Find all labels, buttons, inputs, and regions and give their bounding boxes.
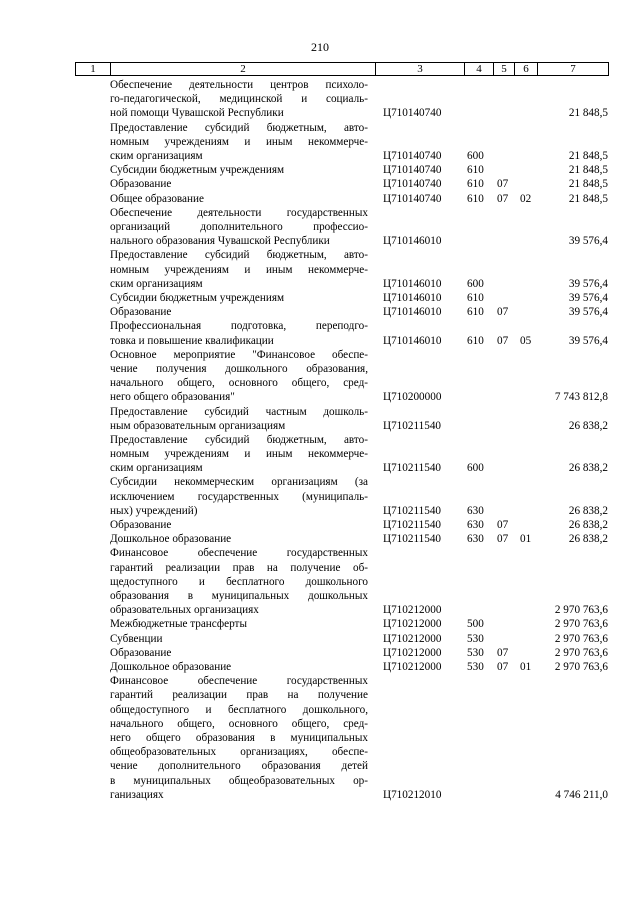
row-code: Ц710211540 [383, 504, 442, 517]
row-vr: 610 [467, 306, 484, 319]
row-sum: 21 848,5 [568, 149, 608, 162]
table-row [0, 319, 640, 347]
row-vr: 610 [467, 192, 484, 205]
table-row [0, 632, 640, 646]
row-name-line: ных) учреждений) [110, 504, 198, 517]
row-name-line: ным образовательным организациям [110, 419, 286, 432]
row-name-line: исключением государственных (муниципаль- [110, 490, 368, 503]
row-code: Ц710140740 [383, 107, 442, 120]
row-sum: 2 970 763,6 [554, 646, 608, 659]
row-name-line: Образование [110, 306, 172, 319]
row-vr: 630 [467, 519, 484, 532]
row-code: Ц710140740 [383, 192, 442, 205]
row-code: Ц710212000 [383, 604, 442, 617]
row-sum: 2 970 763,6 [554, 604, 608, 617]
row-code: Ц710146010 [383, 235, 442, 248]
table-row [0, 674, 640, 802]
row-name-line: номным учреждениям и иным некоммерче- [110, 135, 368, 148]
row-sum: 2 970 763,6 [554, 618, 608, 631]
table-row [0, 405, 640, 433]
row-rz: 07 [497, 533, 509, 546]
table-row [0, 192, 640, 206]
row-name-line: ским организациям [110, 149, 203, 162]
row-vr: 530 [467, 661, 484, 673]
row-name [110, 121, 368, 164]
row-name-line: организаций дополнительного профессио- [110, 220, 368, 233]
row-name-line: Межбюджетные трансферты [110, 618, 247, 631]
row-name-line: общедоступного и бесплатного дошкольного, [110, 703, 368, 716]
row-name [110, 192, 368, 206]
row-sum: 7 743 812,8 [554, 391, 608, 404]
row-rz: 07 [497, 192, 509, 205]
header-col-7: 7 [570, 63, 576, 75]
row-name-line: Финансовое обеспечение государственных [110, 675, 368, 688]
row-code: Ц710211540 [383, 419, 442, 432]
page-number: 210 [311, 40, 329, 54]
row-code: Ц710200000 [383, 391, 442, 404]
table-row [0, 518, 640, 532]
row-sum: 2 970 763,6 [554, 661, 608, 673]
row-code: Ц710140740 [383, 164, 442, 177]
header-col-3: 3 [376, 63, 465, 75]
row-code: Ц710146010 [383, 306, 442, 319]
row-vr: 530 [467, 646, 484, 659]
row-code: Ц710212000 [383, 661, 442, 673]
row-name-line: ским организациям [110, 277, 203, 290]
row-name-line: начального общего, основного общего, сред- [110, 717, 368, 730]
row-code: Ц710211540 [383, 519, 442, 532]
row-sum: 4 746 211,0 [555, 788, 608, 801]
row-name-line: Профессиональная подготовка, переподго- [110, 320, 368, 333]
row-vr: 600 [467, 277, 484, 290]
row-name [110, 78, 368, 121]
table-row [0, 248, 640, 291]
row-code: Ц710140740 [383, 178, 442, 191]
row-name [110, 646, 368, 660]
row-name-line: ганизациях [110, 788, 164, 801]
row-name [110, 248, 368, 291]
row-name-line: Финансовое обеспечение государственных [110, 547, 368, 560]
row-name-line: щедоступного и бесплатного дошкольного [110, 575, 368, 588]
table-header [75, 62, 609, 76]
table-row [0, 660, 640, 674]
row-name-line: Предоставление субсидий бюджетным, авто- [110, 433, 368, 446]
table-row [0, 617, 640, 631]
header-col-5: 5 [494, 63, 515, 75]
row-name-line: чение получения дошкольного образования, [110, 362, 368, 375]
row-name [110, 348, 368, 405]
row-vr: 610 [467, 178, 484, 191]
table-row [0, 646, 640, 660]
row-name [110, 291, 368, 305]
row-name [110, 632, 368, 646]
row-pr: 05 [520, 334, 532, 347]
row-name-line: Субсидии бюджетным учреждениям [110, 164, 285, 177]
row-name-line: в муниципальных общеобразовательных ор- [110, 774, 368, 787]
row-name-line: ским организациям [110, 462, 203, 475]
row-vr: 600 [467, 149, 484, 162]
table-row [0, 206, 640, 249]
row-name-line: Дошкольное образование [110, 661, 232, 674]
row-name-line: общеобразовательных организациях, обеспе- [110, 746, 368, 759]
row-sum: 39 576,4 [568, 334, 608, 347]
row-vr: 610 [467, 334, 484, 347]
row-vr: 630 [467, 533, 484, 546]
row-name-line: гарантий реализации прав на получение [110, 689, 368, 702]
table-row [0, 305, 640, 319]
table-row [0, 433, 640, 476]
row-vr: 610 [467, 164, 484, 177]
row-name-line: Образование [110, 519, 172, 532]
row-name-line: Образование [110, 178, 172, 191]
table-body [0, 78, 640, 802]
row-code: Ц710146010 [383, 334, 442, 347]
header-col-2: 2 [111, 63, 376, 75]
row-name [110, 405, 368, 433]
row-sum: 39 576,4 [568, 235, 608, 248]
row-sum: 26 838,2 [568, 519, 608, 532]
row-code: Ц710212000 [383, 632, 442, 645]
row-sum: 21 848,5 [568, 107, 608, 120]
row-name [110, 206, 368, 249]
row-pr: 01 [520, 661, 532, 673]
row-sum: 21 848,5 [568, 164, 608, 177]
row-vr: 600 [467, 462, 484, 475]
row-name-line: Обеспечение деятельности центров психоло- [110, 79, 368, 91]
row-name-line: ной помощи Чувашской Республики [110, 107, 284, 120]
row-name-line: Общее образование [110, 192, 204, 205]
row-vr: 530 [467, 632, 484, 645]
row-name [110, 305, 368, 319]
table-row [0, 291, 640, 305]
row-name [110, 177, 368, 191]
row-rz: 07 [497, 178, 509, 191]
row-name-line: товка и повышение квалификации [110, 334, 274, 347]
row-sum: 21 848,5 [568, 192, 608, 205]
table-row [0, 475, 640, 518]
table-row [0, 546, 640, 617]
row-name-line: номным учреждениям и иным некоммерче- [110, 263, 368, 276]
row-name [110, 319, 368, 347]
row-code: Ц710146010 [383, 277, 442, 290]
row-name [110, 518, 368, 532]
row-name [110, 532, 368, 546]
row-name [110, 660, 368, 674]
row-rz: 07 [497, 334, 509, 347]
row-sum: 26 838,2 [568, 462, 608, 475]
row-name [110, 546, 368, 617]
table-row [0, 348, 640, 405]
row-pr: 02 [520, 192, 532, 205]
row-code: Ц710212010 [383, 788, 442, 801]
row-code: Ц710212000 [383, 646, 442, 659]
row-name-line: Образование [110, 646, 172, 659]
row-code: Ц710146010 [383, 291, 442, 304]
row-name-line: Субсидии некоммерческим организациям (за [110, 476, 368, 489]
table-row [0, 78, 640, 121]
row-name-line: начального общего, основного общего, сред- [110, 377, 368, 390]
row-name-line: образовательных организациях [110, 604, 259, 617]
header-col-4: 4 [465, 63, 494, 75]
row-name [110, 475, 368, 518]
row-vr: 610 [467, 291, 484, 304]
row-rz: 07 [497, 661, 509, 673]
row-name-line: образования в муниципальных дошкольных [110, 590, 368, 603]
row-name [110, 674, 368, 802]
row-sum: 26 838,2 [568, 419, 608, 432]
row-sum: 26 838,2 [568, 533, 608, 546]
row-rz: 07 [497, 306, 509, 319]
row-name-line: Предоставление субсидий бюджетным, авто- [110, 121, 368, 134]
row-name-line: Обеспечение деятельности государственных [110, 206, 368, 219]
row-name-line: номным учреждениям и иным некоммерче- [110, 448, 368, 461]
table-row [0, 177, 640, 191]
row-name-line: Субсидии бюджетным учреждениям [110, 291, 285, 304]
row-sum: 2 970 763,6 [554, 632, 608, 645]
row-name-line: нального образования Чувашской Республики [110, 235, 330, 248]
row-name-line: Дошкольное образование [110, 533, 232, 546]
row-name [110, 163, 368, 177]
header-col-1: 1 [76, 63, 111, 75]
row-sum: 39 576,4 [568, 277, 608, 290]
row-code: Ц710211540 [383, 533, 442, 546]
row-code: Ц710140740 [383, 149, 442, 162]
row-name-line: гарантий реализации прав на получение об- [110, 561, 368, 574]
row-vr: 500 [467, 618, 484, 631]
row-code: Ц710212000 [383, 618, 442, 631]
row-name-line: Предоставление субсидий бюджетным, авто- [110, 249, 368, 262]
table-row [0, 163, 640, 177]
row-name-line: Субвенции [110, 632, 163, 645]
row-name-line: Предоставление субсидий частным дошколь- [110, 405, 368, 418]
row-name-line: чение дополнительного образования детей [110, 760, 368, 773]
row-name-line: Основное мероприятие "Финансовое обеспе- [110, 348, 368, 361]
row-name-line: него общего образования" [110, 391, 235, 404]
table-row [0, 532, 640, 546]
row-code: Ц710211540 [383, 462, 442, 475]
row-sum: 39 576,4 [568, 291, 608, 304]
row-pr: 01 [520, 533, 532, 546]
row-name [110, 617, 368, 631]
row-name [110, 433, 368, 476]
header-col-6: 6 [515, 63, 538, 75]
row-name-line: него общего образования в муниципальных [110, 731, 368, 744]
table-row [0, 121, 640, 164]
row-sum: 26 838,2 [568, 504, 608, 517]
row-rz: 07 [497, 646, 509, 659]
row-name-line: го-педагогической, медицинской и социаль- [110, 93, 368, 106]
row-vr: 630 [467, 504, 484, 517]
row-rz: 07 [497, 519, 509, 532]
row-sum: 21 848,5 [568, 178, 608, 191]
row-sum: 39 576,4 [568, 306, 608, 319]
